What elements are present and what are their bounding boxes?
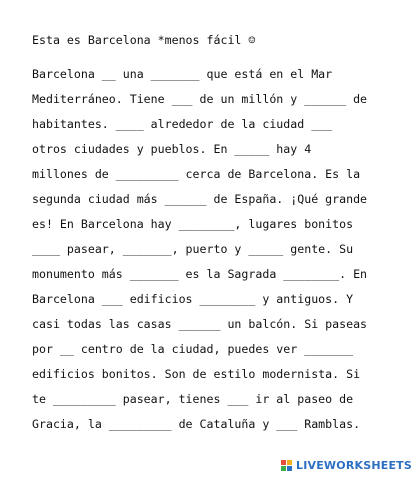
text-line-13: edificios bonitos. Son de estilo modernista. Si [32, 367, 361, 381]
text-line-10: Barcelona ___ edificios ________ y antiguos. Y [32, 292, 354, 306]
text-line-5: millones de _________ cerca de Barcelona. Es la [32, 167, 361, 181]
text-line-15: Gracia, la _________ de Cataluña y ___ Ramblas. [32, 417, 361, 431]
text-line-2: Mediterráneo. Tiene ___ de un millón y ______ de [32, 92, 368, 106]
text-line-6: segunda ciudad más ______ de España. ¡Qué grande [32, 192, 368, 206]
text-line-3: habitantes. ____ alrededor de la ciudad ___ [32, 117, 333, 131]
liveworksheets-brand: LIVEWORKSHEETS [296, 459, 412, 472]
text-line-14: te _________ pasear, tienes ___ ir al paseo de [32, 392, 354, 406]
text-line-1: Barcelona __ una _______ que está en el Mar [32, 67, 333, 81]
text-line-11: casi todas las casas ______ un balcón. Si paseas [32, 317, 368, 331]
text-line-8: ____ pasear, _______, puerto y _____ gente. Su [32, 242, 354, 256]
liveworksheets-logo-icon [281, 460, 293, 472]
liveworksheets-watermark [281, 459, 412, 472]
text-line-9: monumento más _______ es la Sagrada ________. En [32, 267, 368, 281]
worksheet-title: Esta es Barcelona *menos fácil ☺ [32, 33, 256, 47]
text-line-4: otros ciudades y pueblos. En _____ hay 4 [32, 142, 312, 156]
text-line-12: por __ centro de la ciudad, puedes ver _______ [32, 342, 354, 356]
text-line-7: es! En Barcelona hay ________, lugares bonitos [32, 217, 354, 231]
